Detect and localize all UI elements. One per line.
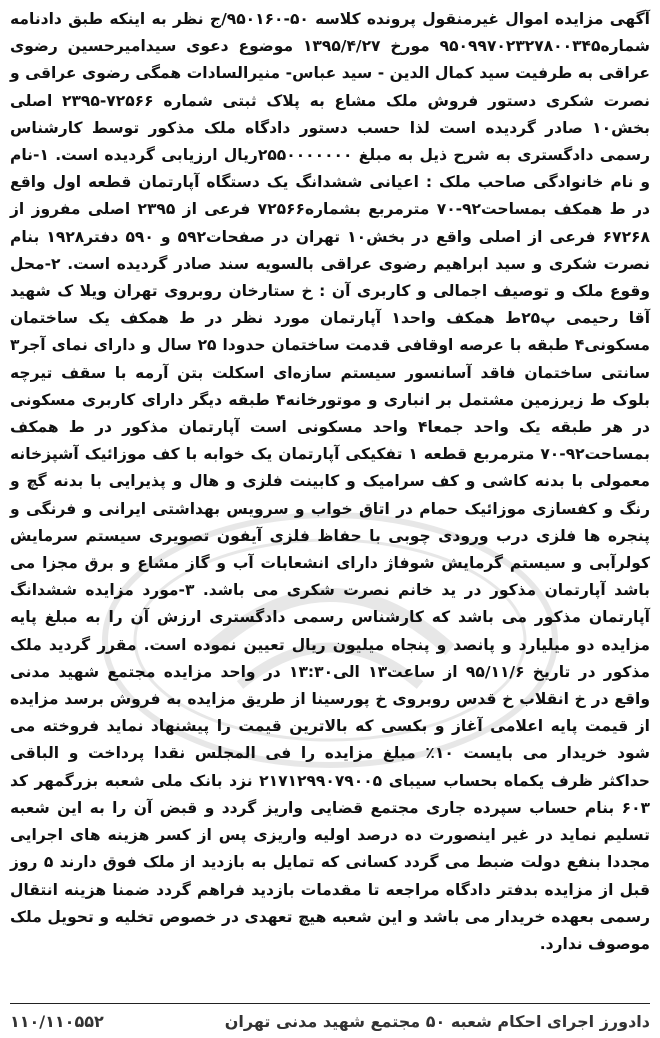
footer-divider (10, 1003, 650, 1004)
issuing-authority: دادورز اجرای احکام شعبه ۵۰ مجتمع شهید مدنی تهران (224, 1011, 650, 1031)
auction-notice-text: آگهی مزایده اموال غیرمنقول پرونده کلاسه ۵۰-۹۵۰۱۶۰/ج نظر به اینکه طبق دادنامه شماره۹۵۰۹۹۷۰۲۳۲۷۸۰۰۳۴۵ مورخ ۱۳۹۵/۴/۲۷ موضوع دعوی سیدامیرحسین رضوی عراقی به طرفیت سید کمال الدین - سید عباس- منیرالسادات همگی رضوی عراقی و نصرت شکری دستور فروش ملک مشاع به پلاک ثبتی شماره ۷۲۵۶۶-۲۳۹۵ اصلی بخش۱۰ صادر گردیده است لذا حسب دستور دادگاه ملک مذکور توسط کارشناس رسمی دادگستری به شرح ذیل به مبلغ ۲۵۵۰۰۰۰۰۰۰ریال ارزیابی گردیده است. ۱-نام و نام خانوادگی صاحب ملک : اعیانی ششدانگ یک دستگاه آپارتمان قطعه اول واقع در ط همکف بمساحت۹۲-۷۰ مترمربع بشماره۷۲۵۶۶ فرعی از ۲۳۹۵ اصلی مفروز از ۶۷۲۶۸ فرعی از اصلی واقع در بخش۱۰ تهران در صفحات۵۹۲ و ۵۹۰ دفتر۱۹۲۸ بنام نصرت شکری و سید ابراهیم رضوی عراقی بالسویه سند صادر گردیده است. ۲-محل وقوع ملک و توصیف اجمالی و کاربری آن : خ ستارخان روبروی تهران ویلا ک شهید آقا رحیمی پ۲۵ط همکف واحد۱ آپارتمان مورد نظر در ط همکف یک ساختمان مسکونی۴ طبقه با عرصه اوقافی قدمت ساختمان حدودا ۲۵ سال و دارای نمای آجر۳ سانتی ساختمان فاقد آسانسور سیستم سازه‌ای اسکلت بتن آرمه با سقف تیرچه بلوک ط زیرزمین مشتمل بر انباری و موتورخانه۴ طبقه دیگر دارای کاربری مسکونی در هر طبقه یک واحد جمعا۴ واحد مسکونی است آپارتمان مذکور در ط همکف بمساحت۹۲-۷۰ مترمربع قطعه ۱ تفکیکی آپارتمان یک خوابه با کف موزائیک آشپزخانه معمولی با بدنه کاشی و کف سرامیک و کابینت فلزی و هال و پذیرایی با بدنه گچ و رنگ و کفسازی موزائیک حمام در اتاق خواب و سرویس بهداشتی ایرانی و فرنگی و پنجره ها فلزی درب ورودی چوبی با حفاظ فلزی آیفون تصویری سیستم سرمایش کولرآبی و سیستم گرمایش شوفاژ دارای انشعابات آب و گاز مشاع و برق مجزا می باشد آپارتمان مذکور در ید خانم نصرت شکری می باشد. ۳-مورد مزایده ششدانگ آپارتمان مذکور می باشد که کارشناس رسمی دادگستری ارزش آن را به مبلغ پایه مزایده دو میلیارد و پانصد و پنجاه میلیون ریال تعیین نموده است. مقرر گردید ملک مذکور در تاریخ ۹۵/۱۱/۶ از ساعت۱۳ الی۱۳:۳۰ در واحد مزایده مجتمع شهید مدنی واقع در خ انقلاب خ قدس روبروی خ پورسینا از طریق مزایده به فروش برسد مزایده از قیمت پایه اعلامی آغاز و بکسی که بالاترین قیمت را پیشنهاد نماید فروخته می شود خریدار می بایست ۱۰٪ مبلغ مزایده را فی المجلس نقدا پرداخت و الباقی حداکثر ظرف یکماه بحساب سیبای ۲۱۷۱۲۹۹۰۷۹۰۰۵ نزد بانک ملی شعبه بزرگمهر کد ۶۰۳ بنام حساب سپرده جاری مجتمع قضایی واریز گردد و قبض آن را به این شعبه تسلیم نماید در غیر اینصورت ده درصد اولیه واریزی پس از کسر هزینه های اجرایی مجددا بنفع دولت ضبط می گردد کسانی که تمایل به بازدید از ملک فوق دارند ۵ روز قبل از مزایده بدفتر دادگاه مراجعه تا مقدمات بازدید فراهم گردد ضمنا هزینه انتقال رسمی بعهده خریدار می باشد و این شعبه هیچ تعهدی در خصوص تخلیه و تحویل ملک موصوف ندارد. (10, 10, 651, 953)
notice-footer (10, 1008, 650, 1034)
notice-code: ۱۱۰/۱۱۰۵۵۲ (10, 1011, 104, 1031)
